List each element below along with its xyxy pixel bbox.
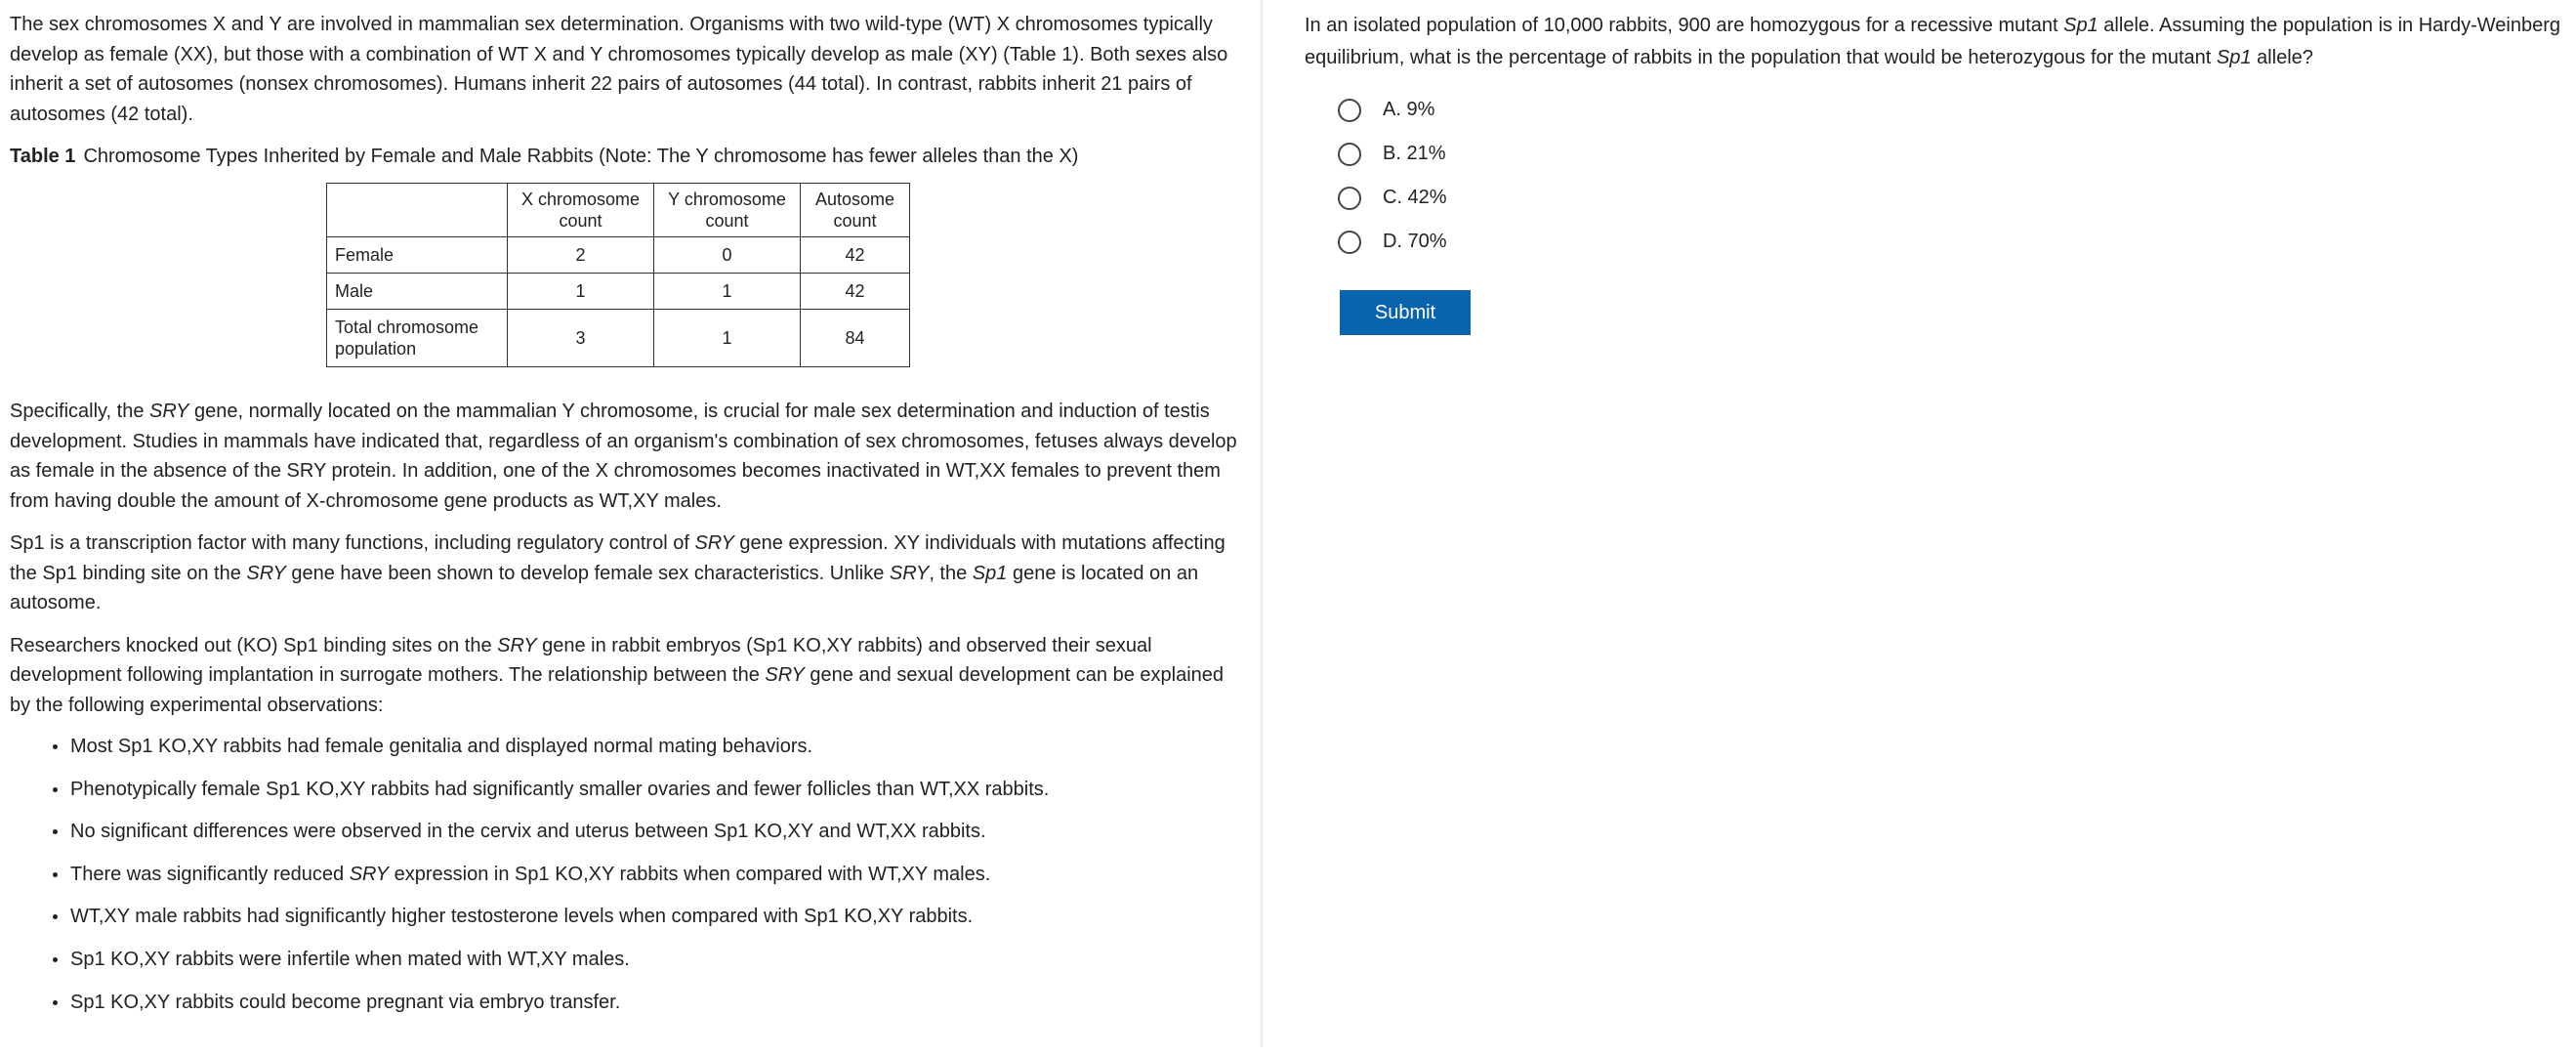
text-run: gene expression. XY individuals with mutations affecting the Sp1 binding site on the — [10, 532, 1226, 584]
table-cell-x: 3 — [508, 310, 654, 367]
table-cell-label: Female — [327, 237, 508, 274]
passage-paragraph-4 — [10, 631, 1247, 721]
text-run: In an isolated population of 10,000 rabbits, 900 are homozygous for a recessive mutant — [1305, 15, 2064, 36]
text-run: allele? — [2251, 47, 2313, 68]
gene-name: SRY — [889, 562, 930, 584]
table-label: Table 1 — [10, 146, 76, 167]
radio-button-d[interactable] — [1338, 231, 1361, 254]
passage-paragraph-3 — [10, 528, 1247, 618]
question-panel — [1289, 0, 2576, 1057]
list-item: Sp1 KO,XY rabbits could become pregnant via embryo transfer. — [70, 989, 1247, 1016]
chromosome-table — [326, 183, 910, 367]
answer-option-c[interactable] — [1338, 176, 2576, 220]
table-caption — [10, 142, 1247, 171]
list-item: No significant differences were observed in the cervix and uterus between Sp1 KO,XY and WT,XX rabbits. — [70, 818, 1247, 845]
table-cell-x: 2 — [508, 237, 654, 274]
gene-name: SRY — [149, 401, 189, 422]
answer-option-label: C. 42% — [1383, 187, 1447, 208]
table-header-row — [327, 184, 910, 237]
table-cell-autosome: 84 — [801, 310, 910, 367]
passage-paragraph-2 — [10, 397, 1247, 516]
answer-option-label: A. 9% — [1383, 99, 1435, 120]
gene-name: SRY — [246, 562, 286, 584]
table-cell-autosome: 42 — [801, 237, 910, 274]
observation-list — [10, 733, 1247, 1016]
table-caption-text: Chromosome Types Inherited by Female and Male Rabbits (Note: The Y chromosome has fewer alleles than the X) — [83, 146, 1079, 167]
question-stem — [1305, 10, 2576, 74]
table-header-empty — [327, 184, 508, 237]
gene-name: Sp1 — [972, 562, 1008, 584]
answer-option-label: D. 70% — [1383, 231, 1447, 252]
text-run: expression in Sp1 KO,XY rabbits when compared with WT,XY males. — [389, 863, 991, 885]
table-header-y: Y chromosome count — [654, 184, 801, 237]
table-header-autosome: Autosome count — [801, 184, 910, 237]
table-cell-y: 0 — [654, 237, 801, 274]
list-item: Sp1 KO,XY rabbits were infertile when mated with WT,XY males. — [70, 946, 1247, 973]
table-cell-autosome: 42 — [801, 274, 910, 310]
answer-options — [1338, 88, 2576, 264]
table-cell-label: Male — [327, 274, 508, 310]
text-run: There was significantly reduced — [70, 863, 350, 885]
answer-option-b[interactable] — [1338, 132, 2576, 176]
text-run: Sp1 is a transcription factor with many functions, including regulatory control of — [10, 532, 695, 554]
list-item: Phenotypically female Sp1 KO,XY rabbits had significantly smaller ovaries and fewer follicles than WT,XX rabbits. — [70, 776, 1247, 803]
list-item: WT,XY male rabbits had significantly higher testosterone levels when compared with Sp1 KO,XY rabbits. — [70, 903, 1247, 930]
table-row — [327, 274, 910, 310]
radio-button-c[interactable] — [1338, 187, 1361, 210]
gene-name: SRY — [694, 532, 734, 554]
gene-name: SRY — [349, 863, 390, 885]
text-run: , the — [929, 562, 973, 584]
gene-name: Sp1 — [2063, 15, 2098, 36]
gene-name: SRY — [497, 634, 537, 656]
gene-name: SRY — [765, 664, 805, 686]
table-header-x: X chromosome count — [508, 184, 654, 237]
table-cell-x: 1 — [508, 274, 654, 310]
submit-button[interactable]: Submit — [1340, 290, 1471, 335]
answer-option-a[interactable] — [1338, 88, 2576, 132]
text-run: gene and sexual development can be explained by the following experimental observations: — [10, 664, 1225, 716]
answer-option-d[interactable] — [1338, 220, 2576, 264]
text-run: allele. Assuming the population is in Hardy-Weinberg equilibrium, what is the percentage of rabbits in the population that would be heterozygous for the mutant — [1305, 15, 2560, 68]
table-cell-y: 1 — [654, 274, 801, 310]
text-run: Researchers knocked out (KO) Sp1 binding sites on the — [10, 634, 498, 656]
list-item: Most Sp1 KO,XY rabbits had female genitalia and displayed normal mating behaviors. — [70, 733, 1247, 760]
table-row — [327, 237, 910, 274]
gene-name: Sp1 — [2216, 47, 2252, 68]
passage-paragraph-1: The sex chromosomes X and Y are involved in mammalian sex determination. Organisms with two wild-type (WT) X chromosomes typically develop as female (XX), but those with a combination of WT X and Y chromosomes typically develop as male (XY) (Table 1). Both sexes also inherit a set of autosomes (nonsex chromosomes). Humans inherit 22 pairs of autosomes (44 total). In contrast, rabbits inherit 21 pairs of autosomes (42 total). — [10, 14, 1228, 125]
table-cell-y: 1 — [654, 310, 801, 367]
text-run: gene is located on an autosome. — [10, 562, 1199, 613]
radio-button-b[interactable] — [1338, 143, 1361, 166]
table-row — [327, 310, 910, 367]
text-run: Specifically, the — [10, 401, 150, 422]
table-cell-label: Total chromosome population — [327, 310, 508, 367]
passage-panel[interactable] — [0, 0, 1263, 1047]
radio-button-a[interactable] — [1338, 99, 1361, 122]
list-item — [70, 861, 1247, 888]
text-run: gene in rabbit embryos (Sp1 KO,XY rabbits) and observed their sexual development following implantation in surrogate mothers. The relationship between the — [10, 634, 1152, 686]
text-run: gene have been shown to develop female sex characteristics. Unlike — [285, 562, 890, 584]
text-run: gene, normally located on the mammalian Y chromosome, is crucial for male sex determination and induction of testis development. Studies in mammals have indicated that, regardless of an organism's combination of sex chromosomes, fetuses always develop as female in the absence of the SRY protein. In addition, one of the X chromosomes becomes inactivated in WT,XX females to prevent them from having double the amount of X-chromosome gene products as WT,XY males. — [10, 401, 1237, 512]
answer-option-label: B. 21% — [1383, 143, 1446, 164]
